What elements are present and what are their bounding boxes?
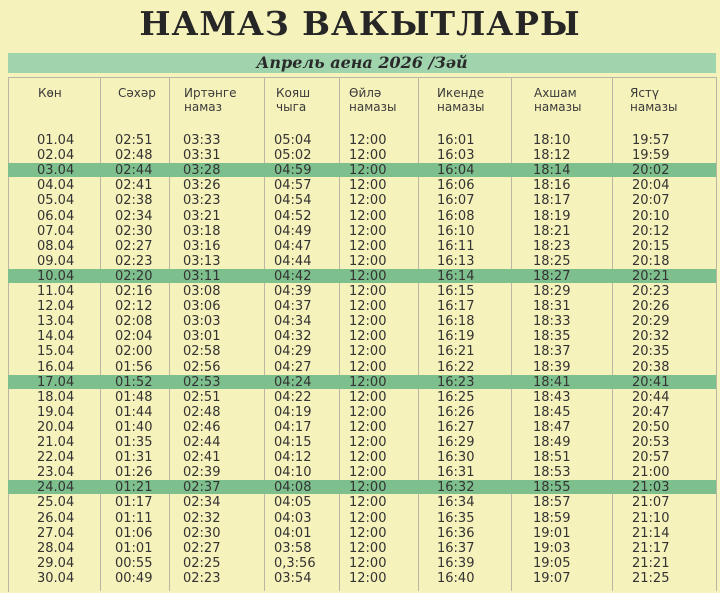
- table-cell: 21.04: [37, 435, 75, 450]
- table-cell: 01:26: [115, 465, 153, 480]
- table-cell: 12:00: [349, 435, 387, 450]
- table-cell: 12:00: [349, 344, 387, 359]
- table-cell: 04:59: [274, 163, 312, 178]
- table-cell: 02:39: [183, 465, 221, 480]
- table-row: [0, 254, 720, 269]
- table-cell: 18:25: [533, 254, 571, 269]
- table-cell: 24.04: [37, 480, 75, 495]
- table-cell: 16:14: [437, 269, 475, 284]
- table-cell: 20:29: [632, 314, 670, 329]
- table-cell: 03:01: [183, 329, 221, 344]
- table-cell: 03:21: [183, 209, 221, 224]
- table-cell: 16:06: [437, 178, 475, 193]
- column-header-line: намазы: [437, 100, 485, 114]
- table-cell: 02:30: [183, 526, 221, 541]
- table-cell: 00:49: [115, 571, 153, 586]
- table-cell: 01:48: [115, 390, 153, 405]
- table-cell: 20:57: [632, 450, 670, 465]
- table-cell: 21:17: [632, 541, 670, 556]
- column-header-line: чыга: [276, 100, 307, 114]
- table-cell: 18:16: [533, 178, 571, 193]
- table-cell: 02.04: [37, 148, 75, 163]
- table-row: [0, 360, 720, 375]
- table-cell: 18:37: [533, 344, 571, 359]
- table-cell: 01:17: [115, 495, 153, 510]
- table-cell: 02:48: [115, 148, 153, 163]
- table-cell: 04:15: [274, 435, 312, 450]
- table-row: [0, 450, 720, 465]
- table-cell: 0,3:56: [274, 556, 316, 571]
- table-row: [0, 224, 720, 239]
- table-cell: 02:32: [183, 511, 221, 526]
- table-cell: 20:04: [632, 178, 670, 193]
- table-cell: 12:00: [349, 480, 387, 495]
- table-cell: 20.04: [37, 420, 75, 435]
- table-cell: 20:12: [632, 224, 670, 239]
- column-header: [630, 86, 677, 114]
- table-row: [0, 209, 720, 224]
- table-cell: 12:00: [349, 284, 387, 299]
- table-cell: 20:53: [632, 435, 670, 450]
- table-cell: 05:04: [274, 133, 312, 148]
- table-cell: 04:47: [274, 239, 312, 254]
- table-cell: 12:00: [349, 526, 387, 541]
- table-cell: 16:21: [437, 344, 475, 359]
- table-cell: 02:00: [115, 344, 153, 359]
- column-header-line: Ахшам: [534, 86, 577, 100]
- table-cell: 19:57: [632, 133, 670, 148]
- table-cell: 12:00: [349, 390, 387, 405]
- table-row: [0, 480, 720, 495]
- table-cell: 12:00: [349, 314, 387, 329]
- table-cell: 12:00: [349, 163, 387, 178]
- table-cell: 12:00: [349, 178, 387, 193]
- table-cell: 18:35: [533, 329, 571, 344]
- table-cell: 16:30: [437, 450, 475, 465]
- table-cell: 12:00: [349, 148, 387, 163]
- table-cell: 19:03: [533, 541, 571, 556]
- column-header-line: Сәхәр: [118, 86, 156, 100]
- table-cell: 18:31: [533, 299, 571, 314]
- table-cell: 16:37: [437, 541, 475, 556]
- table-cell: 04:29: [274, 344, 312, 359]
- table-cell: 18:17: [533, 193, 571, 208]
- table-cell: 02:04: [115, 329, 153, 344]
- table-cell: 04:03: [274, 511, 312, 526]
- table-cell: 03:58: [274, 541, 312, 556]
- table-row: [0, 495, 720, 510]
- table-cell: 16:17: [437, 299, 475, 314]
- table-cell: 04:08: [274, 480, 312, 495]
- table-cell: 12:00: [349, 495, 387, 510]
- table-cell: 19:01: [533, 526, 571, 541]
- table-cell: 05.04: [37, 193, 75, 208]
- table-cell: 16:25: [437, 390, 475, 405]
- table-row: [0, 163, 720, 178]
- page-title: НАМАЗ ВАКЫТЛАРЫ: [139, 4, 581, 43]
- column-header: [38, 86, 62, 100]
- table-cell: 18:41: [533, 375, 571, 390]
- table-cell: 02:27: [183, 541, 221, 556]
- table-cell: 04:19: [274, 405, 312, 420]
- table-cell: 08.04: [37, 239, 75, 254]
- table-cell: 20:32: [632, 329, 670, 344]
- table-cell: 18:10: [533, 133, 571, 148]
- table-cell: 03:18: [183, 224, 221, 239]
- table-cell: 18:49: [533, 435, 571, 450]
- table-cell: 28.04: [37, 541, 75, 556]
- table-cell: 09.04: [37, 254, 75, 269]
- table-cell: 03:23: [183, 193, 221, 208]
- table-cell: 17.04: [37, 375, 75, 390]
- table-cell: 02:20: [115, 269, 153, 284]
- table-cell: 13.04: [37, 314, 75, 329]
- column-header-line: Кояш: [276, 86, 311, 100]
- table-cell: 01:35: [115, 435, 153, 450]
- table-cell: 22.04: [37, 450, 75, 465]
- table-cell: 02:56: [183, 360, 221, 375]
- table-cell: 02:08: [115, 314, 153, 329]
- table-row: [0, 299, 720, 314]
- table-cell: 04:01: [274, 526, 312, 541]
- table-cell: 02:25: [183, 556, 221, 571]
- table-cell: 12:00: [349, 299, 387, 314]
- column-header-line: намаз: [184, 100, 222, 114]
- table-cell: 16:04: [437, 163, 475, 178]
- table-cell: 16:32: [437, 480, 475, 495]
- table-cell: 12:00: [349, 465, 387, 480]
- table-cell: 02:51: [115, 133, 153, 148]
- column-header: [118, 86, 156, 100]
- table-cell: 20:07: [632, 193, 670, 208]
- table-cell: 02:51: [183, 390, 221, 405]
- table-cell: 25.04: [37, 495, 75, 510]
- table-cell: 02:44: [115, 163, 153, 178]
- table-row: [0, 556, 720, 571]
- column-header: [534, 86, 581, 114]
- table-cell: 12:00: [349, 511, 387, 526]
- table-cell: 01:44: [115, 405, 153, 420]
- table-cell: 16:36: [437, 526, 475, 541]
- table-cell: 03:06: [183, 299, 221, 314]
- table-cell: 18:29: [533, 284, 571, 299]
- page-subtitle: Апрель аена 2026 /Зәй: [256, 53, 468, 72]
- table-cell: 16:18: [437, 314, 475, 329]
- table-cell: 19:05: [533, 556, 571, 571]
- table-row: [0, 239, 720, 254]
- table-cell: 12:00: [349, 239, 387, 254]
- table-cell: 04:12: [274, 450, 312, 465]
- table-cell: 02:23: [183, 571, 221, 586]
- table-cell: 04:52: [274, 209, 312, 224]
- table-cell: 21:21: [632, 556, 670, 571]
- table-cell: 12:00: [349, 269, 387, 284]
- table-cell: 04:32: [274, 329, 312, 344]
- table-cell: 18.04: [37, 390, 75, 405]
- table-cell: 01.04: [37, 133, 75, 148]
- table-cell: 04:22: [274, 390, 312, 405]
- table-cell: 16:07: [437, 193, 475, 208]
- table-cell: 18:53: [533, 465, 571, 480]
- table-row: [0, 511, 720, 526]
- table-cell: 04.04: [37, 178, 75, 193]
- table-row: [0, 269, 720, 284]
- table-cell: 03.04: [37, 163, 75, 178]
- table-cell: 02:30: [115, 224, 153, 239]
- table-cell: 02:48: [183, 405, 221, 420]
- table-cell: 21:07: [632, 495, 670, 510]
- table-cell: 12:00: [349, 541, 387, 556]
- table-cell: 02:34: [183, 495, 221, 510]
- table-cell: 02:34: [115, 209, 153, 224]
- table-row: [0, 435, 720, 450]
- table-cell: 16:31: [437, 465, 475, 480]
- column-header: [349, 86, 396, 114]
- table-row: [0, 178, 720, 193]
- table-cell: 12:00: [349, 209, 387, 224]
- table-cell: 12:00: [349, 360, 387, 375]
- table-cell: 27.04: [37, 526, 75, 541]
- table-row: [0, 465, 720, 480]
- table-cell: 20:38: [632, 360, 670, 375]
- table-cell: 02:44: [183, 435, 221, 450]
- table-cell: 00:55: [115, 556, 153, 571]
- table-cell: 02:53: [183, 375, 221, 390]
- table-row: [0, 344, 720, 359]
- table-cell: 03:54: [274, 571, 312, 586]
- table-row: [0, 571, 720, 586]
- table-cell: 01:31: [115, 450, 153, 465]
- table-row: [0, 284, 720, 299]
- table-cell: 16:10: [437, 224, 475, 239]
- column-header-line: намазы: [630, 100, 678, 114]
- table-cell: 02:27: [115, 239, 153, 254]
- table-cell: 04:44: [274, 254, 312, 269]
- table-cell: 16:03: [437, 148, 475, 163]
- table-row: [0, 133, 720, 148]
- table-cell: 01:52: [115, 375, 153, 390]
- table-cell: 12:00: [349, 571, 387, 586]
- table-cell: 06.04: [37, 209, 75, 224]
- table-cell: 20:35: [632, 344, 670, 359]
- table-row: [0, 375, 720, 390]
- table-cell: 02:38: [115, 193, 153, 208]
- table-row: [0, 420, 720, 435]
- table-cell: 04:27: [274, 360, 312, 375]
- table-cell: 05:02: [274, 148, 312, 163]
- table-cell: 16:08: [437, 209, 475, 224]
- table-cell: 04:05: [274, 495, 312, 510]
- table-cell: 03:16: [183, 239, 221, 254]
- table-cell: 07.04: [37, 224, 75, 239]
- table-cell: 04:34: [274, 314, 312, 329]
- table-cell: 01:56: [115, 360, 153, 375]
- column-header-line: намазы: [534, 100, 582, 114]
- table-row: [0, 541, 720, 556]
- column-header: [184, 86, 237, 114]
- table-cell: 12:00: [349, 556, 387, 571]
- table-cell: 20:23: [632, 284, 670, 299]
- table-cell: 29.04: [37, 556, 75, 571]
- table-cell: 20:44: [632, 390, 670, 405]
- table-cell: 21:25: [632, 571, 670, 586]
- table-cell: 12:00: [349, 420, 387, 435]
- table-cell: 18:33: [533, 314, 571, 329]
- table-cell: 04:39: [274, 284, 312, 299]
- table-cell: 18:27: [533, 269, 571, 284]
- table-cell: 21:03: [632, 480, 670, 495]
- table-cell: 18:21: [533, 224, 571, 239]
- table-cell: 21:00: [632, 465, 670, 480]
- table-cell: 02:41: [183, 450, 221, 465]
- table-cell: 16:27: [437, 420, 475, 435]
- table-cell: 10.04: [37, 269, 75, 284]
- table-cell: 20:18: [632, 254, 670, 269]
- table-cell: 18:19: [533, 209, 571, 224]
- table-cell: 12:00: [349, 254, 387, 269]
- table-cell: 02:41: [115, 178, 153, 193]
- table-cell: 20:50: [632, 420, 670, 435]
- table-row: [0, 148, 720, 163]
- table-cell: 16:13: [437, 254, 475, 269]
- table-cell: 20:10: [632, 209, 670, 224]
- table-cell: 04:24: [274, 375, 312, 390]
- table-cell: 02:37: [183, 480, 221, 495]
- table-cell: 18:59: [533, 511, 571, 526]
- table-cell: 16:26: [437, 405, 475, 420]
- table-cell: 16:19: [437, 329, 475, 344]
- table-cell: 18:55: [533, 480, 571, 495]
- table-cell: 01:11: [115, 511, 153, 526]
- table-cell: 03:13: [183, 254, 221, 269]
- table-cell: 18:47: [533, 420, 571, 435]
- table-cell: 12:00: [349, 329, 387, 344]
- column-header-line: Иртәнге: [184, 86, 237, 100]
- table-cell: 30.04: [37, 571, 75, 586]
- table-cell: 23.04: [37, 465, 75, 480]
- table-cell: 04:37: [274, 299, 312, 314]
- table-cell: 21:14: [632, 526, 670, 541]
- table-cell: 18:39: [533, 360, 571, 375]
- table-cell: 18:12: [533, 148, 571, 163]
- table-cell: 16:29: [437, 435, 475, 450]
- table-cell: 01:06: [115, 526, 153, 541]
- table-cell: 20:15: [632, 239, 670, 254]
- table-cell: 12:00: [349, 193, 387, 208]
- table-cell: 03:33: [183, 133, 221, 148]
- table-cell: 20:21: [632, 269, 670, 284]
- table-cell: 18:43: [533, 390, 571, 405]
- table-cell: 03:11: [183, 269, 221, 284]
- table-cell: 02:23: [115, 254, 153, 269]
- table-cell: 16:22: [437, 360, 475, 375]
- table-cell: 02:46: [183, 420, 221, 435]
- table-cell: 02:58: [183, 344, 221, 359]
- table-cell: 18:57: [533, 495, 571, 510]
- table-cell: 04:10: [274, 465, 312, 480]
- column-header-line: Өйлә: [349, 86, 382, 100]
- table-cell: 02:12: [115, 299, 153, 314]
- table-cell: 03:31: [183, 148, 221, 163]
- table-cell: 03:26: [183, 178, 221, 193]
- table-cell: 01:01: [115, 541, 153, 556]
- table-cell: 04:42: [274, 269, 312, 284]
- column-header-line: Ястү: [630, 86, 660, 100]
- table-cell: 14.04: [37, 329, 75, 344]
- column-header-line: Икенде: [437, 86, 485, 100]
- table-cell: 16:40: [437, 571, 475, 586]
- table-cell: 03:28: [183, 163, 221, 178]
- table-cell: 20:47: [632, 405, 670, 420]
- table-cell: 01:40: [115, 420, 153, 435]
- table-cell: 15.04: [37, 344, 75, 359]
- table-cell: 11.04: [37, 284, 75, 299]
- table-cell: 04:49: [274, 224, 312, 239]
- table-row: [0, 193, 720, 208]
- table-cell: 18:51: [533, 450, 571, 465]
- table-cell: 12:00: [349, 224, 387, 239]
- column-header: [276, 86, 310, 114]
- table-row: [0, 526, 720, 541]
- column-header-line: Көн: [38, 86, 62, 100]
- table-cell: 04:54: [274, 193, 312, 208]
- table-cell: 19:07: [533, 571, 571, 586]
- table-cell: 01:21: [115, 480, 153, 495]
- table-row: [0, 329, 720, 344]
- table-cell: 12:00: [349, 450, 387, 465]
- table-cell: 16:15: [437, 284, 475, 299]
- table-cell: 19.04: [37, 405, 75, 420]
- table-cell: 21:10: [632, 511, 670, 526]
- table-cell: 18:14: [533, 163, 571, 178]
- table-cell: 16:11: [437, 239, 475, 254]
- table-cell: 12:00: [349, 133, 387, 148]
- table-cell: 04:57: [274, 178, 312, 193]
- table-cell: 16:34: [437, 495, 475, 510]
- table-cell: 20:26: [632, 299, 670, 314]
- table-cell: 18:45: [533, 405, 571, 420]
- table-cell: 20:02: [632, 163, 670, 178]
- table-cell: 12:00: [349, 375, 387, 390]
- table-row: [0, 405, 720, 420]
- table-row: [0, 390, 720, 405]
- table-cell: 12.04: [37, 299, 75, 314]
- table-cell: 16:01: [437, 133, 475, 148]
- table-cell: 03:08: [183, 284, 221, 299]
- table-cell: 16:39: [437, 556, 475, 571]
- table-cell: 20:41: [632, 375, 670, 390]
- table-cell: 19:59: [632, 148, 670, 163]
- table-cell: 16:35: [437, 511, 475, 526]
- table-cell: 16:23: [437, 375, 475, 390]
- table-cell: 18:23: [533, 239, 571, 254]
- table-cell: 04:17: [274, 420, 312, 435]
- table-row: [0, 314, 720, 329]
- table-cell: 26.04: [37, 511, 75, 526]
- table-cell: 02:16: [115, 284, 153, 299]
- column-header-line: намазы: [349, 100, 397, 114]
- table-cell: 03:03: [183, 314, 221, 329]
- column-header: [437, 86, 484, 114]
- table-cell: 16.04: [37, 360, 75, 375]
- table-cell: 12:00: [349, 405, 387, 420]
